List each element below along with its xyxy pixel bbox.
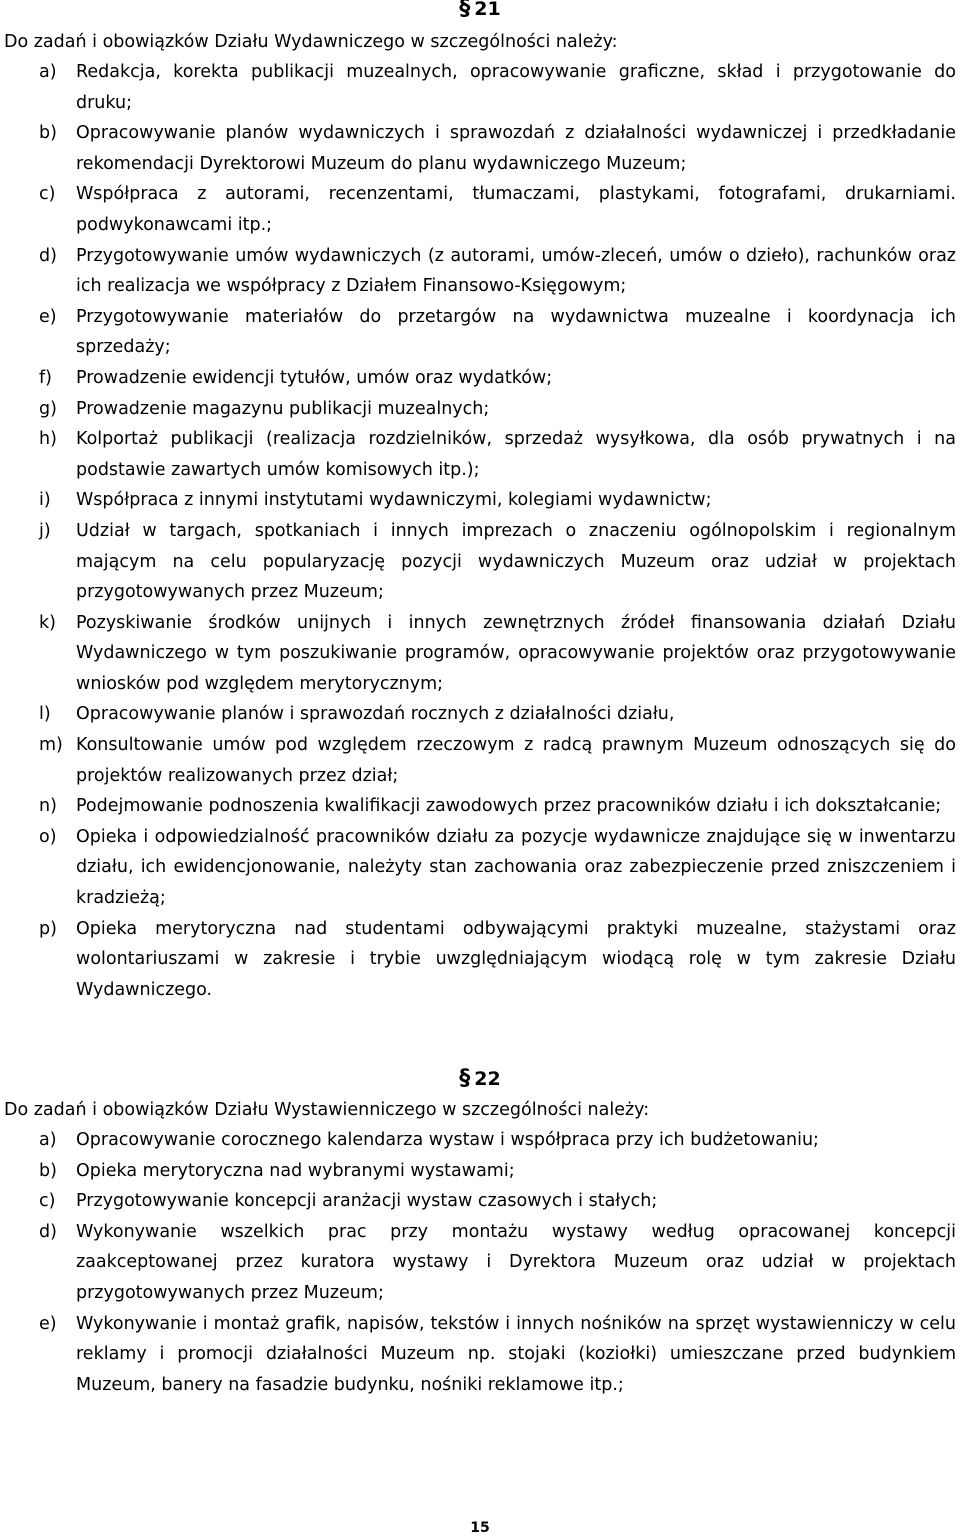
list-item	[0, 485, 956, 516]
list-item	[0, 791, 956, 822]
list-item-text: Pozyskiwanie środków unijnych i innych zewnętrznych źródeł finansowania działań Działu Wydawniczego w tym poszukiwanie programów, opracowywanie projektów oraz przygotowywanie wniosków pod względem merytorycznym;	[76, 612, 956, 694]
list-item	[0, 1125, 956, 1156]
list-item-text: Przygotowywanie materiałów do przetargów na wydawnictwa muzealne i koordynacja ich sprzedaży;	[76, 306, 956, 358]
section-number: 22	[474, 1068, 501, 1090]
list-item	[0, 822, 956, 914]
list-item	[0, 1156, 956, 1187]
list-item-text: Opieka i odpowiedzialność pracowników działu za pozycje wydawnicze znajdujące się w inwentarzu działu, ich ewidencjonowanie, należyty stan zachowania oraz zabezpieczenie przed zniszczeniem i kradzieżą;	[76, 826, 956, 909]
list-item-marker: a)	[39, 62, 57, 82]
section-22-heading	[0, 1067, 960, 1091]
list-item-marker: n)	[39, 796, 57, 817]
list-item-text: Kolportaż publikacji (realizacja rozdzielników, sprzedaż wysyłkowa, dla osób prywatnych i na podstawie zawartych umów komisowych itp.);	[76, 429, 956, 480]
section-22-intro: Do zadań i obowiązków Działu Wystawienniczego w szczególności należy:	[4, 1100, 650, 1120]
list-item-marker: a)	[39, 1130, 57, 1150]
list-item-marker: j)	[39, 520, 51, 541]
section-sign: §	[459, 1066, 471, 1091]
page-number: 15	[470, 1520, 490, 1536]
list-item	[0, 424, 956, 485]
list-item-marker: p)	[39, 918, 57, 939]
list-item-marker: m)	[39, 735, 63, 756]
list-item-text: Przygotowywanie koncepcji aranżacji wystaw czasowych i stałych;	[76, 1191, 658, 1212]
list-item	[0, 699, 956, 730]
list-item-marker: b)	[39, 123, 57, 144]
list-item	[0, 608, 956, 700]
section-22-list	[0, 1125, 956, 1400]
list-item	[0, 394, 956, 425]
list-item-marker: b)	[39, 1160, 57, 1181]
list-item	[0, 730, 956, 791]
list-item-text: Prowadzenie ewidencji tytułów, umów oraz wydatków;	[76, 367, 553, 388]
list-item-marker: d)	[39, 245, 57, 266]
list-item-text: Opracowywanie corocznego kalendarza wystaw i współpraca przy ich budżetowaniu;	[76, 1130, 819, 1150]
list-item-text: Opieka merytoryczna nad studentami odbywającymi praktyki muzealne, stażystami oraz wolontariuszami w zakresie i trybie uwzględniającym wiodącą rolę w tym zakresie Działu Wydawniczego.	[76, 918, 956, 1000]
list-item-text: Prowadzenie magazynu publikacji muzealnych;	[76, 398, 490, 419]
list-item	[0, 516, 956, 608]
list-item-marker: g)	[39, 398, 57, 419]
list-item	[0, 1186, 956, 1217]
list-item-marker: h)	[39, 429, 57, 450]
section-number: 21	[474, 0, 501, 20]
list-item-marker: d)	[39, 1221, 57, 1242]
list-item-marker: e)	[39, 306, 57, 327]
list-item	[0, 118, 956, 179]
list-item-text: Opracowywanie planów i sprawozdań rocznych z działalności działu,	[76, 704, 675, 725]
list-item-text: Opracowywanie planów wydawniczych i sprawozdań z działalności wydawniczej i przedkładanie rekomendacji Dyrektorowi Muzeum do planu wydawniczego Muzeum;	[76, 123, 956, 174]
list-item	[0, 363, 956, 394]
list-item-marker: e)	[39, 1313, 57, 1334]
list-item	[0, 1217, 956, 1309]
list-item-text: Współpraca z autorami, recenzentami, tłumaczami, plastykami, fotografami, drukarniami. podwykonawcami itp.;	[76, 184, 956, 235]
list-item-text: Udział w targach, spotkaniach i innych imprezach o znaczeniu ogólnopolskim i regionalnym mającym na celu popularyzację pozycji wydawniczych Muzeum oraz udział w projektach przygotowywanych przez Muzeum;	[76, 520, 956, 603]
list-item	[0, 914, 956, 1006]
list-item	[0, 241, 956, 302]
list-item	[0, 1309, 956, 1401]
section-21-list	[0, 57, 956, 1005]
list-item-text: Współpraca z innymi instytutami wydawniczymi, kolegiami wydawnictw;	[76, 490, 712, 511]
list-item-marker: o)	[39, 826, 57, 847]
section-sign: §	[459, 0, 471, 21]
list-item-marker: l)	[39, 704, 51, 725]
list-item-text: Konsultowanie umów pod względem rzeczowym z radcą prawnym Muzeum odnoszących się do projektów realizowanych przez dział;	[76, 735, 956, 786]
list-item-text: Wykonywanie i montaż grafik, napisów, tekstów i innych nośników na sprzęt wystawienniczy w celu reklamy i promocji działalności Muzeum np. stojaki (koziołki) umieszczane przed budynkiem Muzeum, banery na fasadzie budynku, nośniki reklamowe itp.;	[76, 1313, 956, 1395]
list-item-text: Wykonywanie wszelkich prac przy montażu wystawy według opracowanej koncepcji zaakceptowanej przez kuratora wystawy i Dyrektora Muzeum oraz udział w projektach przygotowywanych przez Muzeum;	[76, 1221, 956, 1303]
list-item-marker: f)	[39, 367, 52, 388]
list-item	[0, 57, 956, 118]
section-21-intro: Do zadań i obowiązków Działu Wydawniczego w szczególności należy:	[4, 32, 618, 52]
list-item-text: Opieka merytoryczna nad wybranymi wystawami;	[76, 1160, 515, 1181]
list-item	[0, 302, 956, 363]
list-item-text: Podejmowanie podnoszenia kwalifikacji zawodowych przez pracowników działu i ich dokształcanie;	[76, 796, 942, 817]
list-item-marker: k)	[39, 612, 56, 633]
list-item-marker: c)	[39, 1191, 56, 1212]
list-item-text: Przygotowywanie umów wydawniczych (z autorami, umów-zleceń, umów o dzieło), rachunków oraz ich realizacja we współpracy z Działem Finansowo-Księgowym;	[76, 245, 956, 297]
list-item	[0, 179, 956, 240]
list-item-marker: c)	[39, 184, 56, 205]
list-item-marker: i)	[39, 490, 51, 511]
section-21-heading	[0, 0, 960, 21]
list-item-text: Redakcja, korekta publikacji muzealnych, opracowywanie graficzne, skład i przygotowanie do druku;	[76, 62, 956, 113]
